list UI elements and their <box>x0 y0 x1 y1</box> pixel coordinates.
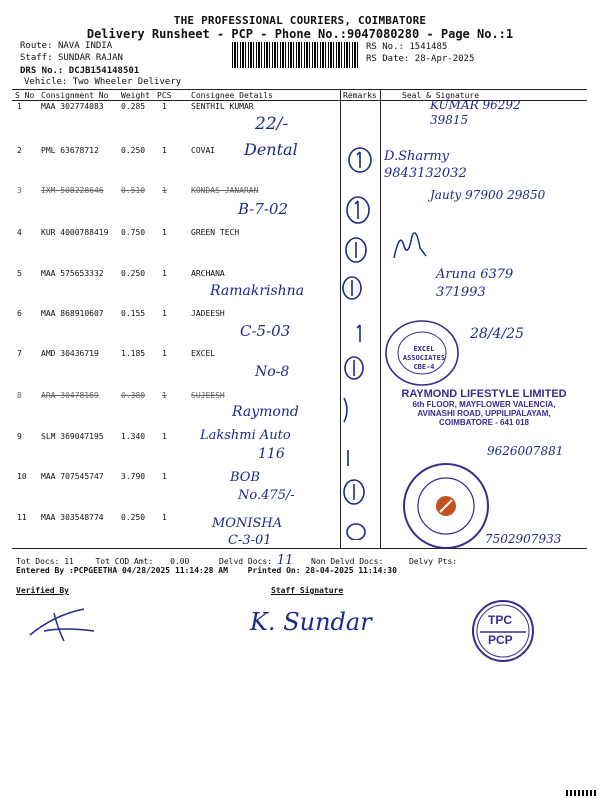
row-pcs: 1 <box>162 472 167 481</box>
row-weight: 0.155 <box>121 309 146 318</box>
handwritten-note: BOB <box>230 470 261 485</box>
handwritten-signature: 9626007881 <box>487 444 564 458</box>
row-sno: 11 <box>17 513 27 522</box>
raymond-stamp <box>396 388 572 427</box>
row-pcs: 1 <box>162 513 167 522</box>
handwritten-note: Raymond <box>232 404 299 420</box>
runsheet-subtitle: Delivery Runsheet - PCP - Phone No.:9047080280 - Page No.:1 <box>86 27 514 41</box>
handwritten-note-line2: C-3-01 <box>228 533 272 548</box>
row-sno: 7 <box>17 349 22 358</box>
row-pcs: 1 <box>162 228 167 237</box>
handwritten-note: B-7-02 <box>238 200 289 218</box>
row-consignment-no: MAA 575653332 <box>41 269 104 278</box>
handwritten-note: 22/- <box>255 114 289 134</box>
row-consignee: KONDAS JANARAN <box>191 186 259 195</box>
row-weight: 0.250 <box>121 269 146 278</box>
col-header-consignment: Consignment No <box>41 91 109 100</box>
handwritten-signature: Aruna 6379 371993 <box>436 267 514 300</box>
row-sno: 1 <box>17 102 22 111</box>
row-sno: 4 <box>17 228 22 237</box>
drs-value: DCJB154148501 <box>68 66 140 76</box>
handwritten-note: C-5-03 <box>240 322 291 340</box>
vehicle-line <box>24 77 181 87</box>
row-consignment-no: ARA 30478169 <box>41 391 99 400</box>
signature-scribble <box>390 228 430 264</box>
row-weight: 0.380 <box>121 391 146 400</box>
raymond-stamp-line4: COIMBATORE - 641 018 <box>439 418 529 427</box>
entered-by-line <box>16 566 397 575</box>
verified-by-label: Verified By <box>16 586 69 595</box>
row-sno: 8 <box>17 391 22 400</box>
staff-signature-label: Staff Signature <box>271 586 344 595</box>
row-pcs: 1 <box>162 146 167 155</box>
rs-no-line <box>366 42 447 52</box>
row-weight: 0.285 <box>121 102 146 111</box>
raymond-stamp-line3: AVINASHI ROAD, UPPILIPALAYAM, <box>417 409 551 418</box>
remarks-marks <box>330 140 390 540</box>
row-pcs: 1 <box>162 391 167 400</box>
col-header-seal: Seal & Signature <box>402 91 480 100</box>
row-consignment-no: IXM 508228646 <box>41 186 104 195</box>
row-weight: 0.250 <box>121 513 146 522</box>
table-row <box>0 228 340 268</box>
row-consignment-no: MAA 303548774 <box>41 513 104 522</box>
delvd-docs-value: 11 <box>276 553 294 568</box>
handwritten-note-line2: No.475/- <box>238 488 295 503</box>
col-header-pcs: PCS <box>157 91 172 100</box>
handwritten-signature: 28/4/25 <box>470 326 524 342</box>
tpc-stamp-line1: TPC <box>488 613 512 627</box>
row-weight: 1.185 <box>121 349 146 358</box>
row-pcs: 1 <box>162 349 167 358</box>
row-pcs: 1 <box>162 269 167 278</box>
handwritten-note: Lakshmi Auto <box>200 428 291 443</box>
rs-no-label: RS No.: <box>366 42 404 52</box>
row-consignee: JADEESH <box>191 309 225 318</box>
delvd-docs-label: Delvd Docs: <box>219 557 273 566</box>
row-sno: 3 <box>17 186 22 195</box>
row-sno: 5 <box>17 269 22 278</box>
row-sno: 2 <box>17 146 22 155</box>
staff-label: Staff: <box>20 53 53 63</box>
row-consignment-no: MAA 707545747 <box>41 472 104 481</box>
bank-round-stamp <box>400 460 492 552</box>
row-consignment-no: MAA 302774083 <box>41 102 104 111</box>
drs-barcode <box>232 42 360 68</box>
rs-no-value: 1541485 <box>409 42 448 52</box>
tpc-stamp-line2: PCP <box>488 633 513 647</box>
row-weight: 0.750 <box>121 228 146 237</box>
col-header-weight: Weight <box>121 91 150 100</box>
row-pcs: 1 <box>162 432 167 441</box>
col-header-remarks: Remarks <box>343 91 377 100</box>
row-consignee: EXCEL <box>191 349 216 358</box>
row-weight: 0.250 <box>121 146 146 155</box>
non-delvd-docs-label: Non Delvd Docs: <box>311 557 384 566</box>
handwritten-signature: D.Sharmy 9843132032 <box>384 149 467 181</box>
rs-date-line <box>366 54 474 64</box>
table-row <box>0 102 340 142</box>
delvy-pts-label: Delvy Pts: <box>408 557 458 566</box>
handwritten-note-line2: 116 <box>258 446 285 462</box>
handwritten-signature: Jauty 97900 29850 <box>430 188 546 202</box>
tot-cod-label: Tot COD Amt: <box>95 557 154 566</box>
staff-line <box>20 53 123 63</box>
staff-value: SUNDAR RAJAN <box>57 53 123 63</box>
row-consignee: COVAI <box>191 146 216 155</box>
handwritten-note: No-8 <box>255 364 290 380</box>
tot-docs-label: Tot Docs: <box>16 557 60 566</box>
row-consignee: GREEN TECH <box>191 228 240 237</box>
tot-docs-value: 11 <box>64 557 74 566</box>
vehicle-value: Two Wheeler Delivery <box>72 77 182 87</box>
staff-signature: K. Sundar <box>250 608 372 636</box>
row-weight: 3.790 <box>121 472 146 481</box>
vehicle-label: Vehicle: <box>24 77 68 87</box>
drs-line <box>20 66 139 76</box>
scan-edge-mark <box>566 790 596 796</box>
row-pcs: 1 <box>162 102 167 111</box>
table-top-rule <box>12 89 587 90</box>
row-weight: 1.340 <box>121 432 146 441</box>
tpc-pcp-stamp <box>470 598 536 664</box>
table-bottom-rule <box>12 548 587 549</box>
row-consignee: SENTHIL KUMAR <box>191 102 254 111</box>
col-header-sno: S No <box>15 91 35 100</box>
printed-on: Printed On: 28-04-2025 11:14:30 <box>247 566 397 575</box>
route-label: Route: <box>20 41 53 51</box>
row-consignment-no: SLM 369047195 <box>41 432 104 441</box>
row-consignment-no: AMD 30436719 <box>41 349 99 358</box>
handwritten-note: MONISHA <box>212 516 283 531</box>
raymond-stamp-line2: 6th FLOOR, MAYFLOWER VALENCIA, <box>412 400 556 409</box>
drs-label: DRS No.: <box>20 66 64 76</box>
row-consignee: SUJEESH <box>191 391 225 400</box>
tot-cod-value: 0.00 <box>170 557 190 566</box>
row-sno: 9 <box>17 432 22 441</box>
rs-date-value: 28-Apr-2025 <box>414 54 475 64</box>
handwritten-signature: 7502907933 <box>485 532 562 546</box>
handwritten-note: Dental <box>244 140 298 159</box>
row-consignment-no: PML 63678712 <box>41 146 99 155</box>
row-pcs: 1 <box>162 186 167 195</box>
raymond-stamp-line1: RAYMOND LIFESTYLE LIMITED <box>401 388 567 400</box>
col-header-consignee: Consignee Details <box>191 91 273 100</box>
excel-stamp-text: EXCEL ASSOCIATES CBE-4 <box>402 345 446 371</box>
table-row <box>0 186 340 226</box>
remark-circle <box>347 524 365 540</box>
table-row <box>0 513 340 547</box>
row-consignment-no: KUR 4000788419 <box>41 228 109 237</box>
company-title: THE PROFESSIONAL COURIERS, COIMBATORE <box>173 14 427 27</box>
entered-by: Entered By :PCPGEETHA 04/28/2025 11:14:28 AM <box>16 566 228 575</box>
route-value: NAVA INDIA <box>57 41 113 51</box>
verified-signature <box>24 605 104 645</box>
row-consignment-no: MAA 868910607 <box>41 309 104 318</box>
row-sno: 6 <box>17 309 22 318</box>
row-sno: 10 <box>17 472 27 481</box>
handwritten-signature: KUMAR 96292 39815 <box>430 98 521 127</box>
row-pcs: 1 <box>162 309 167 318</box>
row-consignee: ARCHANA <box>191 269 225 278</box>
rs-date-label: RS Date: <box>366 54 410 64</box>
handwritten-note: Ramakrishna <box>210 283 305 299</box>
row-weight: 0.510 <box>121 186 146 195</box>
route-line <box>20 41 112 51</box>
